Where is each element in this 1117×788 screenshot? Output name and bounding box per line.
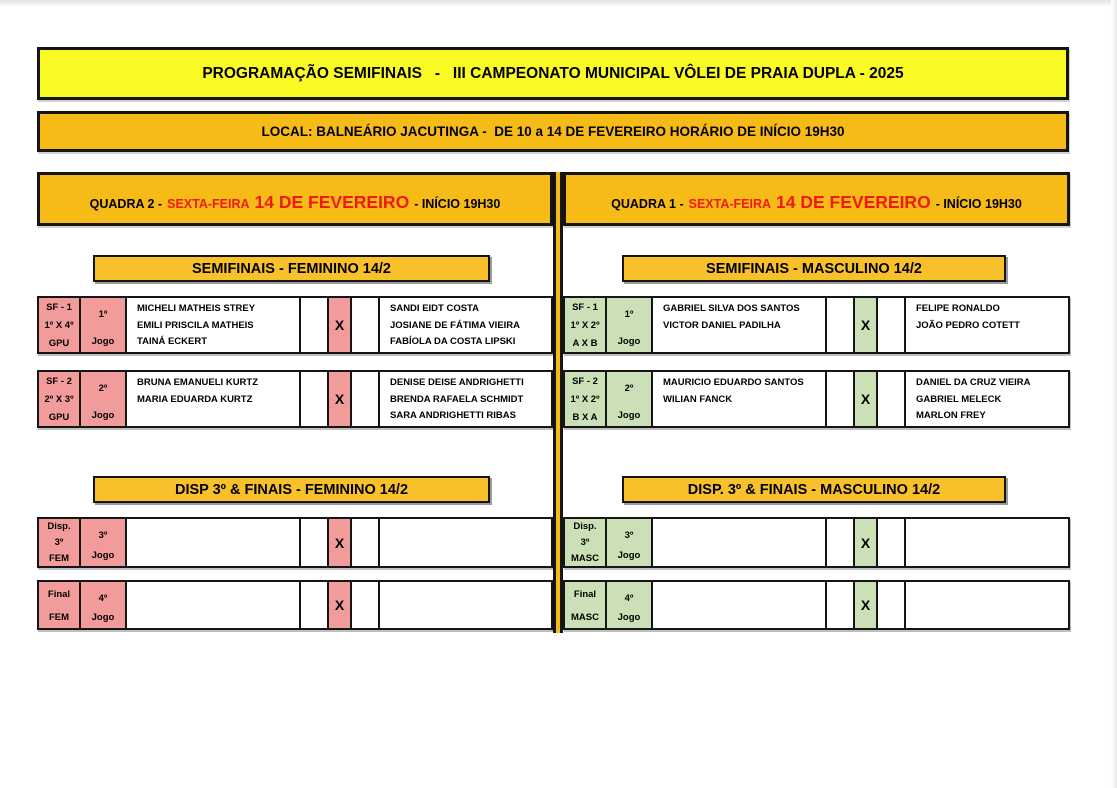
score1-cell	[827, 519, 853, 566]
game-number: 2º	[98, 383, 108, 394]
player-name: SANDI EIDT COSTA	[390, 302, 480, 314]
game-number: 3º	[98, 530, 108, 541]
match-row-fem-third-place	[37, 517, 553, 568]
section-title-masc-finals	[622, 476, 1006, 503]
versus-cell: X	[329, 372, 350, 426]
game-word: Jogo	[91, 612, 115, 623]
game-word: Jogo	[617, 336, 641, 347]
match-id: Final	[573, 589, 597, 600]
match-group: MASC	[571, 612, 599, 623]
player-name: TAINÁ ECKERT	[137, 336, 208, 348]
location-text: LOCAL: BALNEÁRIO JACUTINGA - DE 10 a 14 DE FEVEREIRO HORÁRIO DE INÍCIO 19H30	[261, 124, 845, 139]
team1-cell	[127, 519, 299, 566]
game-order-cell	[607, 519, 651, 566]
score1-cell	[827, 298, 853, 352]
game-order-cell	[81, 519, 125, 566]
versus-cell: X	[329, 298, 350, 352]
match-label-cell	[565, 372, 605, 426]
score1-cell	[301, 298, 327, 352]
court-date: 14 DE FEVEREIRO	[776, 192, 931, 212]
score2-cell	[878, 582, 904, 628]
location-banner	[37, 111, 1069, 152]
match-pairing: 1º X 4º	[44, 319, 74, 331]
team1-cell	[653, 298, 825, 352]
score1-cell	[301, 519, 327, 566]
court-day: SEXTA-FEIRA	[167, 197, 250, 211]
game-word: Jogo	[91, 550, 115, 561]
player-name	[663, 407, 821, 424]
game-number: 4º	[624, 593, 634, 604]
versus-cell: X	[329, 582, 350, 628]
team1-cell	[653, 519, 825, 566]
match-label-cell	[39, 519, 79, 566]
match-row-masc-final	[563, 580, 1070, 630]
team2-cell	[380, 372, 551, 426]
game-order-cell	[607, 582, 651, 628]
section-title-fem-finals	[93, 476, 490, 503]
court-1-header	[563, 172, 1070, 226]
versus-cell: X	[855, 582, 876, 628]
section-title-text: SEMIFINAIS - FEMININO 14/2	[192, 260, 391, 277]
game-word: Jogo	[617, 550, 641, 561]
match-group: A X B	[572, 337, 598, 349]
match-pairing: 3º	[580, 537, 590, 548]
player-name: FELIPE RONALDO	[916, 302, 1000, 314]
page-right-edge	[1111, 0, 1117, 788]
score2-cell	[878, 372, 904, 426]
score1-cell	[301, 372, 327, 426]
section-title-text: SEMIFINAIS - MASCULINO 14/2	[706, 260, 922, 277]
match-id: SF - 1	[572, 301, 598, 313]
score2-cell	[878, 519, 904, 566]
team2-cell	[380, 582, 551, 628]
player-name	[916, 333, 1064, 350]
match-id: SF - 2	[46, 375, 72, 387]
team1-cell	[127, 372, 299, 426]
team2-cell	[906, 582, 1068, 628]
team1-cell	[653, 582, 825, 628]
player-name: JOSIANE DE FÁTIMA VIEIRA	[390, 319, 521, 331]
player-name: EMILI PRISCILA MATHEIS	[137, 319, 254, 331]
player-name: MICHELI MATHEIS STREY	[137, 302, 256, 314]
game-word: Jogo	[91, 336, 115, 347]
game-order-cell	[607, 298, 651, 352]
player-name: MARLON FREY	[916, 410, 986, 422]
player-name: MAURICIO EDUARDO SANTOS	[663, 376, 804, 388]
game-order-cell	[81, 298, 125, 352]
team2-cell	[906, 372, 1068, 426]
team1-cell	[653, 372, 825, 426]
match-id: Disp.	[47, 521, 71, 533]
section-title-text: DISP. 3º & FINAIS - MASCULINO 14/2	[687, 481, 941, 498]
game-number: 2º	[624, 383, 634, 394]
court-date: 14 DE FEVEREIRO	[254, 192, 410, 212]
match-label-cell	[565, 582, 605, 628]
team2-cell	[906, 519, 1068, 566]
match-row-fem-sf1	[37, 296, 553, 354]
versus-cell: X	[329, 519, 350, 566]
score2-cell	[352, 519, 378, 566]
match-group: MASC	[571, 552, 599, 564]
game-order-cell	[607, 372, 651, 426]
court-start-time: - INÍCIO 19H30	[935, 197, 1022, 211]
player-name: MARIA EDUARDA KURTZ	[137, 393, 253, 405]
match-group: FEM	[48, 552, 70, 564]
score2-cell	[352, 298, 378, 352]
score1-cell	[301, 582, 327, 628]
section-title-text: DISP 3º & FINAIS - FEMININO 14/2	[174, 481, 409, 498]
match-label-cell	[39, 298, 79, 352]
game-number: 3º	[624, 530, 634, 541]
match-row-fem-sf2	[37, 370, 553, 428]
court-divider	[553, 172, 563, 633]
match-row-masc-third-place	[563, 517, 1070, 568]
court-2-header	[37, 172, 553, 226]
score2-cell	[352, 372, 378, 426]
court-name: QUADRA 1 -	[611, 197, 684, 211]
game-number: 4º	[98, 593, 108, 604]
match-label-cell	[39, 372, 79, 426]
team1-cell	[127, 298, 299, 352]
game-number: 1º	[624, 309, 634, 320]
score2-cell	[352, 582, 378, 628]
match-label-cell	[565, 298, 605, 352]
section-title-fem-semifinals	[93, 255, 490, 282]
player-name: JOÃO PEDRO COTETT	[916, 319, 1020, 331]
game-order-cell	[81, 372, 125, 426]
player-name: DANIEL DA CRUZ VIEIRA	[916, 376, 1031, 388]
match-pairing: 1º X 2º	[570, 319, 600, 331]
game-number: 1º	[98, 309, 108, 320]
game-word: Jogo	[617, 410, 641, 421]
player-name: GABRIEL MELECK	[916, 393, 1002, 405]
player-name	[137, 407, 295, 424]
title-banner	[37, 47, 1069, 100]
player-name: BRENDA RAFAELA SCHMIDT	[390, 393, 524, 405]
player-name: VICTOR DANIEL PADILHA	[663, 319, 781, 331]
court-start-time: - INÍCIO 19H30	[414, 197, 501, 211]
court-day: SEXTA-FEIRA	[688, 197, 772, 211]
match-label-cell	[565, 519, 605, 566]
court-1-column	[563, 172, 1070, 633]
match-row-masc-sf2	[563, 370, 1070, 428]
match-id: Final	[47, 589, 71, 600]
player-name: DENISE DEISE ANDRIGHETTI	[390, 376, 524, 388]
game-order-cell	[81, 582, 125, 628]
match-id: Disp.	[573, 521, 597, 533]
team2-cell	[380, 519, 551, 566]
match-pairing: 3º	[54, 537, 64, 548]
game-word: Jogo	[91, 410, 115, 421]
player-name: BRUNA EMANUELI KURTZ	[137, 376, 259, 388]
match-group: B X A	[572, 411, 598, 423]
player-name: SARA ANDRIGHETTI RIBAS	[390, 410, 516, 422]
game-word: Jogo	[617, 612, 641, 623]
team1-cell	[127, 582, 299, 628]
section-title-masc-semifinals	[622, 255, 1006, 282]
score1-cell	[827, 582, 853, 628]
match-group: FEM	[48, 612, 70, 623]
player-name: FABÍOLA DA COSTA LIPSKI	[390, 336, 516, 348]
page-top-edge	[0, 0, 1117, 7]
match-row-fem-final	[37, 580, 553, 630]
court-name: QUADRA 2 -	[89, 197, 163, 211]
versus-cell: X	[855, 519, 876, 566]
match-group: GPU	[48, 337, 70, 349]
match-pairing: 1º X 2º	[570, 393, 600, 405]
team2-cell	[380, 298, 551, 352]
score2-cell	[878, 298, 904, 352]
versus-cell: X	[855, 372, 876, 426]
match-row-masc-sf1	[563, 296, 1070, 354]
versus-cell: X	[855, 298, 876, 352]
match-id: SF - 1	[46, 301, 72, 313]
court-2-column	[37, 172, 553, 633]
team2-cell	[906, 298, 1068, 352]
match-pairing: 2º X 3º	[44, 393, 74, 405]
player-name: WILIAN FANCK	[663, 393, 733, 405]
match-id: SF - 2	[572, 375, 598, 387]
player-name	[663, 333, 821, 350]
player-name: GABRIEL SILVA DOS SANTOS	[663, 302, 800, 314]
match-label-cell	[39, 582, 79, 628]
match-group: GPU	[48, 411, 70, 423]
score1-cell	[827, 372, 853, 426]
page-title: PROGRAMAÇÃO SEMIFINAIS - III CAMPEONATO MUNICIPAL VÔLEI DE PRAIA DUPLA - 2025	[202, 64, 904, 82]
